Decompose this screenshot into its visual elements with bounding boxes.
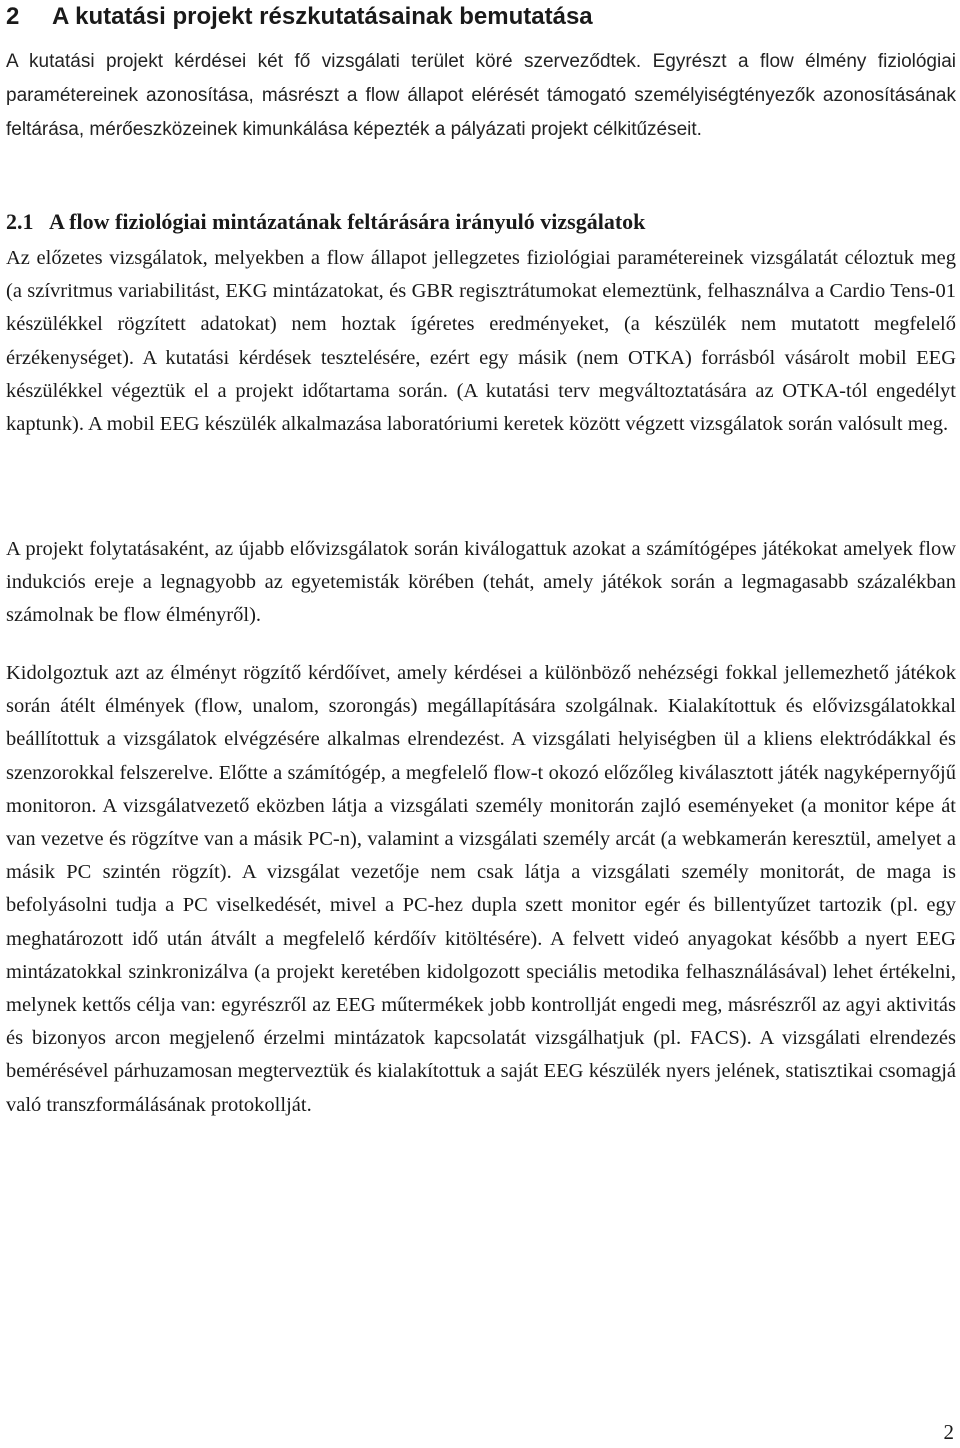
subsection-title: A flow fiziológiai mintázatának feltárására irányuló vizsgálatok	[49, 209, 646, 234]
section-heading	[6, 2, 593, 32]
body-paragraph: A projekt folytatásaként, az újabb elővizsgálatok során kiválogattuk azokat a számítógépes játékokat amelyek flow indukciós ereje a legnagyobb az egyetemisták körében (tehát, amely játékok során a legmagasabb százalékban számolnak be flow élményről).	[6, 538, 956, 627]
section-intro-paragraph: A kutatási projekt kérdései két fő vizsgálati terület köré szerveződtek. Egyrészt a flow élmény fiziológiai paramétereinek azonosítása, másrészt a flow állapot elérését támogató személyiségtényezők azonosításának feltárása, mérőeszközeinek kimunkálása képezték a pályázati projekt célkitűzéseit.	[6, 51, 956, 140]
section-title: A kutatási projekt részkutatásainak bemutatása	[52, 3, 593, 30]
section-number: 2	[6, 3, 20, 30]
subsection-heading	[6, 207, 645, 237]
page-number: 2	[943, 1420, 954, 1444]
body-paragraph: Kidolgoztuk azt az élményt rögzítő kérdőívet, amely kérdései a különböző nehézségi fokkal jellemezhető játékok során átélt élmények (flow, unalom, szorongás) megállapítására szolgálnak. Kialakítottuk és elővizsgálatokkal beállítottuk a vizsgálatok elvégzésére alkalmas elrendezést. A vizsgálati helyiségben ül a kliens elektródákkal és szenzorokkal felszerelve. Előtte a számítógép, a megfelelő flow-t okozó előzőleg kiválasztott játék nagyképernyőjű monitoron. A vizsgálatvezető eközben látja a vizsgálati személy monitorán zajló eseményeket (a monitor képe át van vezetve és rögzítve van a másik PC-n), valamint a vizsgálati személy arcát (a webkamerán keresztül, amelyet a másik PC szintén rögzít). A vizsgálat vezetője nem csak látja a vizsgálati személy monitorát, de maga is befolyásolni tudja a PC viselkedését, mivel a PC-hez dupla szett monitor egér és billentyűzet tartozik (pl. egy meghatározott idő után átvált a megfelelő kérdőív kitöltésére). A felvett videó anyagokat később a nyert EEG mintázatokkal szinkronizálva (a projekt keretében kidolgozott speciális metodika felhasználásával) lehet értékelni, melynek kettős célja van: egyrészről az EEG műtermékek jobb kontrollját engedi meg, másrészről az agyi aktivitás és bizonyos arcon megjelenő érzelmi mintázatok kapcsolatát vizsgálhatjuk (pl. FACS). A vizsgálati elrendezés bemérésével párhuzamosan megterveztük és kialakítottuk a saját EEG készülék nyers jelének, statisztikai csomagjá való transzformálásának protokollját.	[6, 662, 956, 1116]
body-paragraph: Az előzetes vizsgálatok, melyekben a flow állapot jellegzetes fiziológiai paramétereinek vizsgálatát céloztuk meg (a szívritmus variabilitást, EKG mintázatokat, és GBR regisztrátumokat elemeztünk, felhasználva a Cardio Tens-01 készülékkel rögzített adatokat) nem hoztak ígéretes eredményeket, (a készülék nem mutatott megfelelő érzékenységet). A kutatási kérdések tesztelésére, ezért egy másik (nem OTKA) forrásból vásárolt mobil EEG készülékkel végeztük el a projekt időtartama során. (A kutatási terv megváltoztatására az OTKA-tól engedélyt kaptunk). A mobil EEG készülék alkalmazása laboratóriumi keretek között végzett vizsgálatok során valósult meg.	[6, 247, 956, 436]
subsection-number: 2.1	[6, 209, 34, 234]
